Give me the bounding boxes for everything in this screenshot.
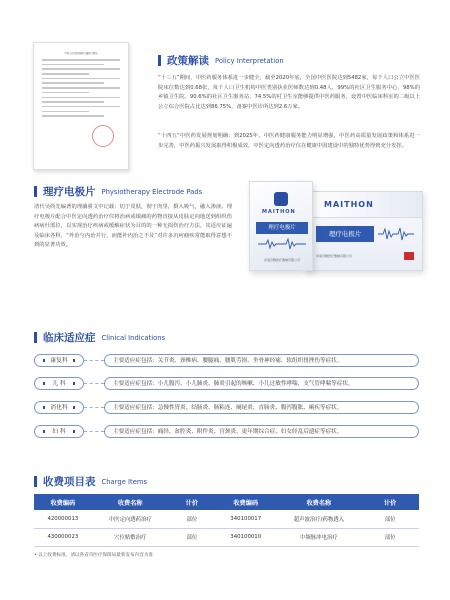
- column-header: 收费编码: [215, 494, 277, 510]
- official-stamp-icon: [92, 125, 114, 147]
- column-header: 计价: [169, 494, 215, 510]
- indication-dept: 妇 科: [34, 425, 84, 438]
- fees-title: 收费项目表: [43, 476, 96, 488]
- column-header: 收费名称: [92, 494, 169, 510]
- table-cell: 340100010: [215, 528, 277, 546]
- table-cell: 超声波治疗/药物透入: [277, 510, 362, 528]
- indication-text: 主要适应症包括：关节炎、颈椎病、腰腿痛、腰肌劳损、坐骨神经痛、软组织扭挫伤等症状。: [104, 354, 419, 367]
- indications-title-en: Clinical Indications: [101, 333, 166, 342]
- registration-certificate-image: [33, 42, 129, 170]
- table-cell: 部位: [361, 528, 419, 546]
- product-title: 理疗电极片: [43, 186, 96, 198]
- table-header-row: [34, 494, 419, 510]
- table-cell: 部位: [169, 528, 215, 546]
- policy-title: 政策解读: [167, 55, 209, 67]
- indication-text: 主要适应症包括：痛经、盆腔炎、附件炎、宫颈炎、更年期综合症、妇女经乱后遗症等症状。: [104, 425, 419, 438]
- column-header: 收费编码: [34, 494, 92, 510]
- indication-row: [34, 424, 419, 438]
- fees-section-header: [34, 474, 147, 489]
- pouch-manufacturer: 河南迈腾医疗器械有限公司: [264, 258, 301, 262]
- fees-table: [34, 494, 419, 547]
- table-cell: 中医定向透药治疗: [92, 510, 169, 528]
- product-pouch: [249, 181, 313, 271]
- indication-row: [34, 376, 419, 390]
- fees-title-en: Charge Items: [101, 477, 148, 486]
- indication-row: [34, 400, 419, 414]
- product-title-en: Physiotherapy Electrode Pads: [101, 187, 203, 196]
- policy-title-en: Policy Interpretation: [215, 56, 284, 65]
- box-label: 理疗电极片: [316, 226, 374, 242]
- table-cell: 340100017: [215, 510, 277, 528]
- indications-title: 临床适应症: [43, 332, 96, 344]
- table-cell: 420000013: [34, 510, 92, 528]
- pouch-brand: MAITHON: [262, 209, 296, 215]
- brand-logo-icon: [274, 192, 288, 206]
- fees-footnote: • 以上收费标准，请以各省市医疗保障局最新发布内容为准: [34, 553, 154, 558]
- indication-dept: 儿 科: [34, 377, 84, 390]
- table-cell: 中频脉冲电治疗: [277, 528, 362, 546]
- table-cell: 430000023: [34, 528, 92, 546]
- product-description: 清代吴尚先编著的理瀹骈文中记载：切于皮肤，彻于肉里，摄入吸气，融入渗液。理疗电极片配合中医定向透药治疗仪将治病或镇痛的药物直接从皮肤定向地送到组织伤病病灶部位，以实现治疗疾病或缓解症状为目的的一种无损伤治疗方法，其适应证遍及临床各科，“外治与内治并行，而能补内治之不及”对许多沉疴痼疾常能取得意想不到的显著功效。: [34, 204, 232, 249]
- table-row: [34, 528, 419, 546]
- box-brand: MAITHON: [324, 200, 374, 209]
- product-box: [305, 191, 423, 271]
- pouch-waveform-icon: [258, 238, 306, 250]
- policy-section-header: [158, 53, 284, 68]
- product-image: [245, 175, 425, 275]
- table-cell: 部位: [361, 510, 419, 528]
- indication-dept: 康复科: [34, 354, 84, 367]
- indications-section-header: [34, 330, 165, 345]
- indication-text: 主要适应症包括：小儿腹泻、小儿肺炎、肺炎引起的咳嗽、小儿过敏性哮喘、支气管哮喘等症状。: [104, 377, 419, 390]
- indication-text: 主要适应症包括：急慢性胃炎、结肠炎、肠粘连、阑尾炎、直肠炎、腹泻腹胀、痢疾等症状。: [104, 401, 419, 414]
- indication-dept: 消化科: [34, 401, 84, 414]
- product-section-header: [34, 184, 202, 199]
- policy-paragraph-1: “十三五”期间，中医药服务体系进一步健全，截至2020年底，全国中医医院达到5482家，每千人口公立中医医院床位数达到0.68张，每千人口卫生机构中医类别执业医师数达到0.48人，99%的社区卫生服务中心、98%的乡镇卫生院、90.6%的社区卫生服务站、74.5%的村卫生室能够提供中医药服务，设置中医临床科室的二级以上公立综合医院占比达到86.75%，备案中医诊所达到2.6万家。: [158, 75, 420, 110]
- box-manufacturer: 河南迈腾医疗器械有限公司: [316, 254, 353, 258]
- policy-paragraph-2: “十四五”中医药发展规划明确：到2025年，中医药健康服务能力明显增强，中医药高质量发展政策和体系进一步完善，中医药振兴发展取得积极成效，中医定向透药治疗仪在健康中国建设中的独特优势得到充分发挥。: [158, 133, 420, 149]
- certificate-title: 中华人民共和国医疗器械注册证: [64, 52, 98, 55]
- pouch-label: 理疗电极片: [256, 222, 308, 234]
- waveform-icon: [378, 226, 414, 242]
- column-header: 收费名称: [277, 494, 362, 510]
- table-cell: 部位: [169, 510, 215, 528]
- table-cell: 穴位贴敷治疗: [92, 528, 169, 546]
- column-header: 计价: [361, 494, 419, 510]
- box-corner-mark: [404, 252, 414, 260]
- indication-row: [34, 353, 419, 367]
- table-row: [34, 510, 419, 528]
